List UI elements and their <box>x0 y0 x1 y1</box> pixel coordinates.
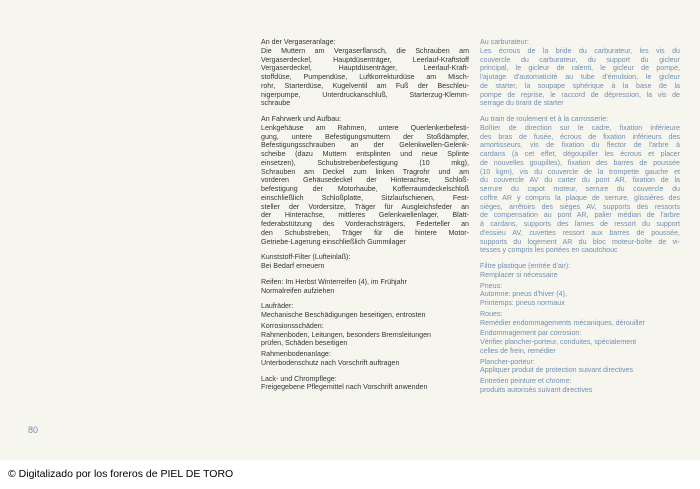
french-text-line: serrage du tirant de starter <box>480 99 564 108</box>
german-text-line: Bei Bedarf erneuern <box>261 262 325 270</box>
french-text-line: cardans (à cet effet, dégoupiller les écrous et placer <box>480 150 680 158</box>
german-text-line: Mechanische Beschädigungen beseitigen, entrosten <box>261 311 426 319</box>
german-text-block <box>261 38 469 108</box>
french-text-column <box>480 38 680 402</box>
german-text-line: Normalreifen aufziehen <box>261 286 335 295</box>
french-text-line: Remplacer si nécessaire <box>480 270 558 279</box>
german-text-line: Befestigungsschrauben an der Gelenkwellen-Gelenk- <box>261 141 469 150</box>
french-text-line: l'ajutage d'automaticité au tube d'émulsion, le gicleur <box>480 73 680 81</box>
french-text-line: couvercle du carburateur, du support du gicleur <box>480 55 680 64</box>
german-text-line: steller der Vordersitze, Träger für Ausgleichsfeder an <box>261 202 469 211</box>
french-text-block <box>480 38 680 108</box>
german-text-line: Schrauben am Deckel zum linken Tragrohr und am <box>261 167 469 176</box>
german-text-line: vorderen Gehäusedeckel der Hinterachse, Schloß- <box>261 176 469 185</box>
german-text-line: scheibe (dazu Muttern entsplinten und neue Splinte <box>261 150 469 158</box>
digitization-credit: © Digitalizado por los foreros de PIEL DE TORO <box>8 468 234 480</box>
french-block-heading: Filtre plastique (entrée d'air): <box>480 262 571 270</box>
german-text-line: nigerpumpe, Unterdruckanschluß, Starterzug-Klemm- <box>261 90 469 99</box>
footer-bar <box>0 460 700 489</box>
german-text-block <box>261 278 469 296</box>
german-block-heading: An Fahrwerk und Aufbau: <box>261 115 342 123</box>
french-text-block <box>480 115 680 255</box>
french-text-line: celles de frein, remédier <box>480 346 556 355</box>
french-text-line: Remédier endommagements mécaniques, dérouiller <box>480 318 645 327</box>
french-text-block <box>480 310 680 328</box>
german-text-line: stoffdüse, Pumpendüse, Luftkorrekturdüse am Misch- <box>261 73 469 81</box>
german-text-line: schraube <box>261 99 291 108</box>
french-block-heading: Plancher-porteur: <box>480 357 535 366</box>
page-number: 80 <box>28 425 39 435</box>
german-text-line: befestigung der Motorhaube, Kofferraumdeckelschloß <box>261 185 469 193</box>
french-text-line: tesses y compris les portées en caoutchouc <box>480 246 618 255</box>
german-text-line: Rahmenboden, Leitungen, besonders Bremsleitungen <box>261 330 431 339</box>
french-text-line: coffre AR y compris la plaque de serrure, glissières des <box>480 193 680 202</box>
french-text-line: de starter, la soupape sphérique à la base de la <box>480 81 680 90</box>
german-text-block <box>261 322 469 348</box>
french-text-line: (10 kgm), vis du couvercle de la trompette gauche et <box>480 167 680 176</box>
german-text-block <box>261 350 469 368</box>
french-block-heading: Roues: <box>480 309 503 318</box>
german-text-line: federabstützung des Vorderachsträgers, Federteller an <box>261 220 469 228</box>
german-text-column <box>261 38 469 399</box>
german-text-block <box>261 115 469 246</box>
german-text-line: einschließlich Schloßplatte, Sitzlaufschienen, Fest- <box>261 193 469 202</box>
french-block-heading: Pneus: <box>480 281 503 290</box>
german-text-block <box>261 302 469 320</box>
german-block-heading: Rahmenbodenanlage: <box>261 350 331 358</box>
french-text-line: Appliquer produit de protection suivant directives <box>480 366 633 375</box>
french-block-heading: Entretien peinture et chrome: <box>480 377 572 385</box>
french-text-line: du couvercle AV du carter du pont AR, fixation de la <box>480 176 680 185</box>
french-block-heading: Au carburateur: <box>480 38 529 46</box>
french-text-line: serrure du capot moteur, serrure du couvercle du <box>480 185 680 193</box>
french-text-block <box>480 282 680 308</box>
german-block-heading: Laufräder: <box>261 302 294 311</box>
french-text-block <box>480 358 680 376</box>
french-text-line: d'essieu AV, cuvettes ressort aux barres de poussée, <box>480 228 680 237</box>
german-block-heading: Lack- und Chrompflege: <box>261 374 337 383</box>
french-text-block <box>480 329 680 355</box>
french-text-line: Automne: pneus d'hiver (4), <box>480 290 567 299</box>
german-text-line: gung, untere Befestigungsmuttern der Stoßdämpfer, <box>261 132 469 141</box>
french-text-block <box>480 377 680 395</box>
french-block-heading: Au train de roulement et à la carrosserie: <box>480 115 609 123</box>
french-text-line: pompe de reprise, le raccord de dépression, la vis de <box>480 90 680 99</box>
german-block-heading: Reifen: Im Herbst Winterreifen (4), im Frühjahr <box>261 277 407 286</box>
german-block-heading: Korrosionsschäden: <box>261 321 324 330</box>
german-text-line: Vergaserdeckel, Hauptdüsenträger, Leerlauf-Kraftstoff <box>261 55 469 64</box>
german-text-block <box>261 253 469 271</box>
german-block-heading: Kunststoff-Filter (Lufteinlaß): <box>261 253 351 262</box>
french-text-line: des bras de fusée, écrous de fixation inférieurs des <box>480 132 680 141</box>
french-text-line: Printemps: pneus normaux <box>480 299 565 307</box>
french-block-heading: Endommagement par corrosion: <box>480 329 582 338</box>
french-text-line: principal, le gicleur de ralenti, le gicleur de pompe, <box>480 64 680 73</box>
french-text-line: Vérifier plancher-porteur, conduites, spécialement <box>480 338 637 346</box>
german-text-line: einsetzen), Schubstrebenbefestigung (10 mkg), <box>261 158 469 167</box>
french-text-line: de compensation au pont AR, palier médian de l'arbre <box>480 211 680 220</box>
german-text-line: der Hinterachse, mittleres Gelenkwellenlager, Blatt- <box>261 211 469 220</box>
german-text-line: Getriebe-Lagerung einschließlich Gummilager <box>261 237 406 246</box>
german-text-line: prüfen, Schäden beseitigen <box>261 339 348 348</box>
french-text-line: sièges, arrêtoirs des sièges AV, supports des ressorts <box>480 202 680 211</box>
french-text-line: Les écrous de la bride du carburateur, les vis du <box>480 46 680 55</box>
french-text-line: de nouvelles goupilles), fixation des barres de poussée <box>480 158 680 167</box>
german-text-line: rohr, Starterdüse, Kugelventil am Fuß der Beschleu- <box>261 81 469 90</box>
german-text-line: den Schubstreben, Träger für die hintere Motor- <box>261 228 469 237</box>
german-text-line: Unterbodenschutz nach Vorschrift auftragen <box>261 358 400 367</box>
french-text-line: supports du logement AR du bloc moteur-boîte de vi- <box>480 237 680 246</box>
german-text-line: Freigegebene Pflegemittel nach Vorschrift anwenden <box>261 383 428 392</box>
french-text-line: produits autorisés suivant directives <box>480 385 593 394</box>
french-text-block <box>480 262 680 280</box>
german-text-line: Vergaserdeckel, Hauptdüsenträger, Leerlauf-Kraft- <box>261 64 469 73</box>
french-text-line: amortisseurs, vis de fixation du flector de l'arbre à <box>480 141 680 150</box>
french-text-line: Boîtier de direction sur le cadre, fixation inférieure <box>480 123 680 132</box>
french-text-line: à cardans, supports des lames de ressort du support <box>480 220 680 228</box>
german-text-line: Lenkgehäuse am Rahmen, untere Querlenkerbefesti- <box>261 123 469 132</box>
german-text-line: Die Muttern am Vergaserflansch, die Schrauben am <box>261 46 469 55</box>
german-block-heading: An der Vergaseranlage: <box>261 38 336 46</box>
german-text-block <box>261 375 469 393</box>
